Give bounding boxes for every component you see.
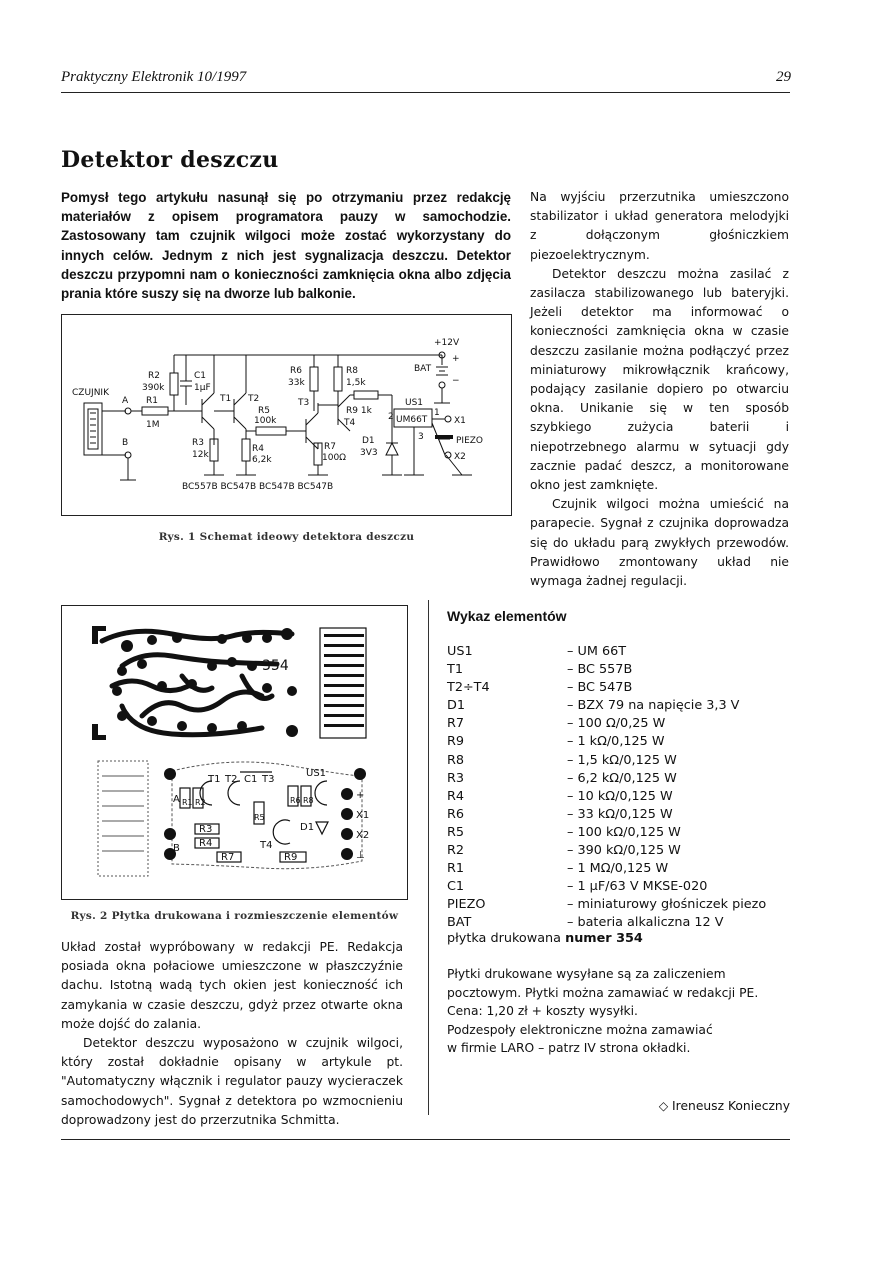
journal-header: Praktyczny Elektronik 10/1997 <box>61 69 247 85</box>
t3-silk: T3 <box>262 774 275 785</box>
note-line: Cena: 1,20 zł + koszty wysyłki. <box>447 1004 638 1018</box>
part-ref: T1 <box>447 662 463 678</box>
t2-label: T2 <box>248 394 260 404</box>
part-ref: R3 <box>447 770 465 786</box>
part-value: – miniaturowy głośniczek piezo <box>567 897 767 913</box>
part-ref: R2 <box>447 843 465 859</box>
r5-value: 100k <box>254 416 277 426</box>
t3-label: T3 <box>298 398 310 408</box>
pcb-figure <box>61 605 408 900</box>
pin2-label: 2 <box>388 412 394 422</box>
part-value: – 1,5 kΩ/0,125 W <box>567 752 677 768</box>
list-item <box>447 824 766 842</box>
right-column-text <box>530 188 789 591</box>
pcb-drawing <box>62 606 407 899</box>
author-byline: ◇ Ireneusz Konieczny <box>658 1099 790 1113</box>
left-column-text <box>61 938 403 1130</box>
list-item <box>447 788 766 806</box>
pin1-label: 1 <box>434 408 440 418</box>
part-value: – 390 kΩ/0,125 W <box>567 843 681 859</box>
schematic-diagram <box>62 315 511 515</box>
r1-label: R1 <box>146 396 158 406</box>
figure2-caption: Rys. 2 Płytka drukowana i rozmieszczenie elementów <box>70 910 399 922</box>
part-value: – UM 66T <box>567 644 627 659</box>
part-value: – 100 Ω/0,25 W <box>567 716 666 732</box>
r2-value: 390k <box>142 383 165 393</box>
r8-label: R8 <box>346 366 358 376</box>
r3-value: 12k <box>192 450 209 460</box>
sensor-label: CZUJNIK <box>72 388 109 398</box>
paragraph: Detektor deszczu wyposażono w czujnik wilgoci, który został dokładnie opisany w artykule pt. "Automatyczny włącznik i regulator pauzy wycieraczek samochodowych". Sygnał z detektora po wzmocnieniu doprowadzony jest do przerzutnika Schmitta. <box>61 1036 403 1127</box>
part-value: – 6,2 kΩ/0,125 W <box>567 770 677 786</box>
x2-pad-label: X2 <box>356 830 370 841</box>
us1-part: UM66T <box>396 415 428 425</box>
part-value: – 100 kΩ/0,125 W <box>567 824 681 840</box>
x2-label: X2 <box>454 452 466 462</box>
list-item <box>447 770 766 788</box>
r7-label: R7 <box>324 442 336 452</box>
part-ref: C1 <box>447 879 465 895</box>
list-item <box>447 914 766 932</box>
r6-value: 33k <box>288 378 305 388</box>
r3-silk: R3 <box>199 824 213 835</box>
note-line: Płytki drukowane wysyłane są za zaliczeniem <box>447 967 726 981</box>
part-ref: R1 <box>447 861 465 877</box>
c1-value: 1µF <box>194 383 211 393</box>
figure1-caption: Rys. 1 Schemat ideowy detektora deszczu <box>158 531 415 543</box>
d1-value: 3V3 <box>360 448 378 458</box>
t1-label: T1 <box>220 394 232 404</box>
list-item <box>447 842 766 860</box>
part-value: – 1 µF/63 V MKSE-020 <box>567 879 708 895</box>
pin3-label: 3 <box>418 432 424 442</box>
part-ref: US1 <box>447 644 473 659</box>
t4-label: T4 <box>344 418 356 428</box>
us1-silk: US1 <box>306 768 327 779</box>
t1-silk: T1 <box>208 774 221 785</box>
part-value: – BC 557B <box>567 662 633 678</box>
battery-plus: + <box>452 354 460 364</box>
r7-value: 100Ω <box>322 453 347 463</box>
parts-list <box>447 643 766 933</box>
part-ref: D1 <box>447 698 465 714</box>
list-item <box>447 806 766 824</box>
x1-pad-label: X1 <box>356 810 370 821</box>
paragraph: Na wyjściu przerzutnika umieszczono stabilizator i układ generatora melodyjki z dołączonym głośniczkiem piezoelektrycznym. <box>530 190 789 262</box>
r8-silk: R8 <box>303 796 314 805</box>
r5-label: R5 <box>258 406 270 416</box>
r1-silk: R1 <box>182 798 193 807</box>
parts-list-title: Wykaz elementów <box>447 608 567 624</box>
terminal-a-label: A <box>122 396 129 406</box>
pad-a-label: A <box>173 794 180 805</box>
part-ref: R4 <box>447 788 465 804</box>
part-ref: PIEZO <box>447 897 486 913</box>
board-number-line <box>447 931 643 946</box>
d1-label: D1 <box>362 436 375 446</box>
list-item <box>447 697 766 715</box>
pad-b-label: B <box>173 843 180 854</box>
paragraph: Detektor deszczu można zasilać z zasilacza stabilizowanego lub bateryjki. Jeżeli detektor ma informować o konieczności zamknięcia okna w czasie deszczu zasilanie można podłączyć przez miniaturowy mikrowłącznik krańcowy, podający zasilanie dopiero po otwarciu okna. Unikanie się w ten sposób szybkiego zużycia baterii i niepotrzebnego alarmu w sytuacji gdy zacznie padać deszcz, a monitorowane okno jest zamknięte. <box>530 266 789 493</box>
note-line: Podzespoły elektroniczne można zamawiać <box>447 1022 713 1037</box>
board-label: płytka drukowana <box>447 931 561 946</box>
r1-value: 1M <box>146 420 160 430</box>
part-ref: R5 <box>447 824 465 840</box>
part-ref: R7 <box>447 716 465 732</box>
r2-label: R2 <box>148 371 160 381</box>
r8-value: 1,5k <box>346 378 366 388</box>
part-value: – 33 kΩ/0,125 W <box>567 806 673 822</box>
part-value: – bateria alkaliczna 12 V <box>567 915 724 931</box>
list-item <box>447 643 766 661</box>
article-lead: Pomysł tego artykułu nasunął się po otrzymaniu przez redakcję materiałów z opisem programatora pauzy w samochodzie. Zastosowany tam czujnik wilgoci może zostać wykorzystany do innych celów. Jednym z nich jest sygnalizacja deszczu. Detektor deszczu przypomni nam o konieczności zamknięcia okna albo zdjęcia prania które suszy się na dworze lub balkonie. <box>61 190 511 302</box>
r9-label: R9 1k <box>346 406 372 416</box>
r6-silk: R6 <box>290 796 301 805</box>
board-number-text: numer 354 <box>565 931 643 946</box>
part-ref: T2÷T4 <box>447 680 490 696</box>
part-ref: R8 <box>447 752 465 768</box>
part-ref: BAT <box>447 915 472 931</box>
battery-minus: − <box>452 376 460 386</box>
vcc-label: +12V <box>434 338 460 348</box>
r4-value: 6,2k <box>252 455 272 465</box>
piezo-label: PIEZO <box>456 436 484 446</box>
transistor-types: BC557B BC547B BC547B BC547B <box>182 482 334 492</box>
part-value: – BC 547B <box>567 680 633 696</box>
paragraph: Czujnik wilgoci można umieścić na parapecie. Sygnał z czujnika doprowadza się do układu parą zwykłych przewodów. Prawidłowo zmontowany układ nie wymaga żadnej regulacji. <box>530 497 789 589</box>
part-value: – BZX 79 na napięcie 3,3 V <box>567 698 740 714</box>
page-number: 29 <box>776 69 791 85</box>
article-title: Detektor deszczu <box>61 147 279 173</box>
list-item <box>447 878 766 896</box>
plus-pad-label: + <box>356 790 365 801</box>
list-item <box>447 752 766 770</box>
t2-silk: T2 <box>225 774 238 785</box>
c1-silk: C1 <box>244 774 258 785</box>
list-item <box>447 661 766 679</box>
header-rule <box>61 92 790 93</box>
r3-label: R3 <box>192 438 204 448</box>
list-item <box>447 896 766 914</box>
column-divider <box>428 600 429 1115</box>
part-ref: R6 <box>447 806 465 822</box>
footer-rule <box>61 1139 790 1140</box>
r4-silk: R4 <box>199 838 213 849</box>
terminal-b-label: B <box>122 438 129 448</box>
list-item <box>447 679 766 697</box>
part-value: – 1 kΩ/0,125 W <box>567 734 665 750</box>
ordering-notes <box>447 965 790 1058</box>
r7-silk: R7 <box>221 852 235 863</box>
part-ref: R9 <box>447 734 465 750</box>
r4-label: R4 <box>252 444 264 454</box>
board-number: 354 <box>262 658 289 674</box>
list-item <box>447 715 766 733</box>
r9-silk: R9 <box>284 852 298 863</box>
d1-silk: D1 <box>300 822 315 833</box>
note-line: w firmie LARO – patrz IV strona okładki. <box>447 1041 691 1055</box>
us1-label: US1 <box>405 398 424 408</box>
list-item <box>447 860 766 878</box>
paragraph: Układ został wypróbowany w redakcji PE. Redakcja posiada okna połaciowe umieszczone w płaszczyźnie dachu. Istotną wadą tych okien jest konieczność ich zamykania w czasie deszczu, gdyż przez otwarte okna może dojść do zalania. <box>61 940 403 1031</box>
part-value: – 10 kΩ/0,125 W <box>567 788 673 804</box>
ground-pad-label: ⊥ <box>356 850 365 861</box>
c1-label: C1 <box>194 371 207 381</box>
r2-silk: R2 <box>195 798 206 807</box>
battery-label: BAT <box>414 364 432 374</box>
r5-silk: R5 <box>254 813 265 822</box>
schematic-figure <box>61 314 512 516</box>
r6-label: R6 <box>290 366 302 376</box>
part-value: – 1 MΩ/0,125 W <box>567 861 669 877</box>
t4-silk: T4 <box>260 840 273 851</box>
note-line: pocztowym. Płytki można zamawiać w redakcji PE. <box>447 985 759 1000</box>
list-item <box>447 733 766 751</box>
x1-label: X1 <box>454 416 466 426</box>
